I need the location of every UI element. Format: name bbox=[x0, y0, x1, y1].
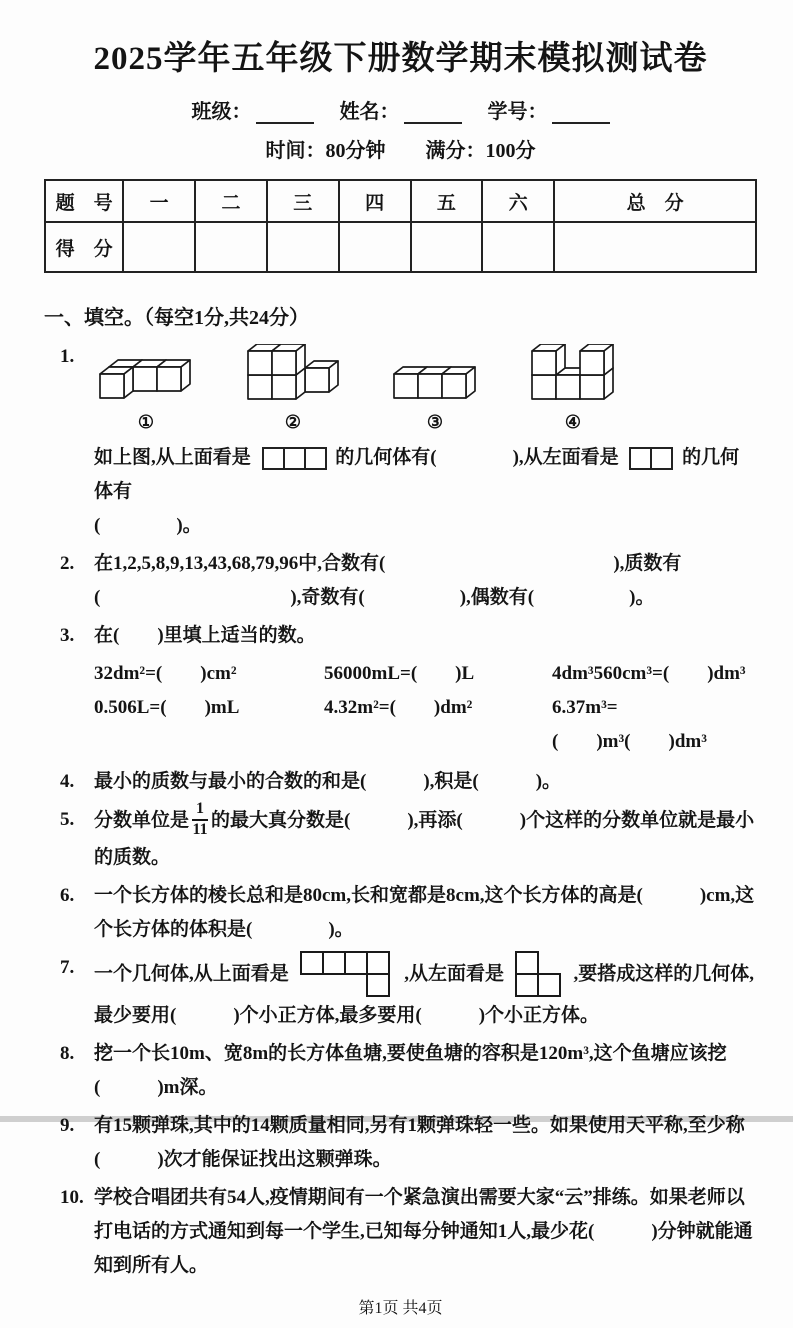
unit-conversion-row-2 bbox=[94, 691, 757, 759]
unit-conversion-row-1 bbox=[94, 657, 757, 691]
question-8-number: 8. bbox=[60, 1042, 75, 1064]
q8-text: 挖一个长10m、宽8m的长方体鱼塘,要使鱼塘的容积是120m³,这个鱼塘应该挖( )m深。 bbox=[94, 1042, 727, 1098]
cube-figure-3 bbox=[392, 366, 478, 439]
question-7-number: 7. bbox=[60, 956, 75, 978]
cube-figure-2-drawing bbox=[246, 344, 340, 401]
conversion-item: 32dm²=( )cm² bbox=[94, 663, 237, 684]
top-view-boxes bbox=[262, 447, 325, 470]
exam-meta-row bbox=[44, 134, 757, 163]
score-table-header-row bbox=[45, 180, 756, 222]
q3-intro: 在( )里填上适当的数。 bbox=[94, 625, 316, 646]
figure-label: ① bbox=[137, 412, 155, 432]
score-empty-cell bbox=[267, 222, 339, 272]
q6-text: 一个长方体的棱长总和是80cm,长和宽都是8cm,这个长方体的高是( )cm,这个长方体的体积是( )。 bbox=[94, 884, 755, 940]
fraction-numerator: 1 bbox=[192, 801, 208, 821]
q1-text: 的几何体有( ),从左面看是 bbox=[335, 447, 619, 468]
q7-text: ,从左面看是 bbox=[404, 962, 505, 984]
score-table bbox=[44, 179, 757, 273]
time-label: 时间：80分钟 bbox=[265, 140, 386, 162]
cube-figure-1 bbox=[98, 359, 194, 439]
score-table-cell: 总 分 bbox=[554, 180, 756, 222]
conversion-item: 4.32m²=( )dm² bbox=[324, 697, 473, 718]
q7-text: 一个几何体,从上面看是 bbox=[94, 962, 289, 984]
top-view-shape bbox=[300, 951, 394, 999]
figure-label: ④ bbox=[564, 412, 582, 432]
fraction-1-11 bbox=[192, 801, 208, 839]
question-7 bbox=[44, 951, 757, 1033]
q1-text: ( )。 bbox=[94, 515, 202, 536]
cube-figure-1-drawing bbox=[98, 359, 194, 401]
q9-text: 有15颗弹珠,其中的14颗质量相同,另有1颗弹珠轻一些。如果使用天平称,至少称( )次才能保证找出这颗弹珠。 bbox=[94, 1114, 745, 1170]
score-empty-cell bbox=[339, 222, 411, 272]
question-10-number: 10. bbox=[60, 1186, 84, 1208]
full-score-label: 满分：100分 bbox=[425, 140, 536, 162]
page-title: 2025学年五年级下册数学期末模拟测试卷 bbox=[93, 41, 708, 77]
q7-text: ,要搭成这样的几何体,最少要用( )个小正方体,最多要用( )个小正方体。 bbox=[94, 962, 755, 1026]
question-9 bbox=[44, 1109, 757, 1177]
section-one-heading: 一、填空。（每空1分,共24分） bbox=[44, 307, 309, 329]
conversion-item: 56000mL=( )L bbox=[324, 663, 475, 684]
conversion-item: 6.37m³=( )m³( )dm³ bbox=[552, 697, 707, 752]
score-label-cell: 得 分 bbox=[45, 222, 123, 272]
score-empty-cell bbox=[554, 222, 756, 272]
score-empty-cell bbox=[123, 222, 195, 272]
conversion-item: 0.506L=( )mL bbox=[94, 697, 240, 718]
question-4 bbox=[44, 765, 757, 799]
score-table-cell: 五 bbox=[411, 180, 483, 222]
score-empty-cell bbox=[411, 222, 483, 272]
class-blank bbox=[256, 104, 314, 124]
fraction-denominator: 11 bbox=[192, 820, 208, 838]
question-6-number: 6. bbox=[60, 884, 75, 906]
question-1-number: 1. bbox=[60, 346, 75, 367]
score-table-cell: 三 bbox=[267, 180, 339, 222]
student-id-label: 学号： bbox=[487, 101, 548, 123]
question-4-number: 4. bbox=[60, 771, 75, 792]
question-2-number: 2. bbox=[60, 553, 75, 574]
question-1 bbox=[44, 340, 757, 543]
cube-figure-4-drawing bbox=[530, 344, 616, 401]
left-view-shape bbox=[515, 951, 563, 999]
cube-figure-3-drawing bbox=[392, 366, 478, 401]
page-footer: 第1页 共4页 bbox=[358, 1299, 443, 1317]
score-table-cell: 四 bbox=[339, 180, 411, 222]
score-empty-cell bbox=[195, 222, 267, 272]
figure-label: ② bbox=[284, 412, 302, 432]
student-id-blank bbox=[552, 104, 610, 124]
score-table-score-row bbox=[45, 222, 756, 272]
score-table-cell: 二 bbox=[195, 180, 267, 222]
name-blank bbox=[404, 104, 462, 124]
q5-text: 分数单位是 bbox=[94, 810, 190, 832]
question-3-number: 3. bbox=[60, 625, 75, 646]
q1-text: 的几何体有 bbox=[94, 447, 740, 502]
score-table-cell: 一 bbox=[123, 180, 195, 222]
question-6 bbox=[44, 879, 757, 947]
cube-figures-row bbox=[98, 344, 757, 439]
score-table-cell: 题 号 bbox=[45, 180, 123, 222]
left-view-boxes bbox=[629, 447, 671, 470]
conversion-item: 4dm³560cm³=( )dm³ bbox=[552, 663, 746, 684]
q2-text: 在1,2,5,8,9,13,43,68,79,96中,合数有( ),质数有( ),奇数有( ),偶数有( )。 bbox=[94, 553, 682, 608]
q5-text: 的最大真分数是( ),再添( )个这样的分数单位就是最小的质数。 bbox=[94, 810, 755, 868]
figure-label: ③ bbox=[426, 412, 444, 432]
q10-text: 学校合唱团共有54人,疫情期间有一个紧急演出需要大家“云”排练。如果老师以打电话的方式通知到每一个学生,已知每分钟通知1人,最少花( )分钟就能通知到所有人。 bbox=[94, 1186, 753, 1276]
score-table-cell: 六 bbox=[482, 180, 554, 222]
question-5-number: 5. bbox=[60, 809, 75, 830]
question-5 bbox=[44, 800, 757, 875]
q4-text: 最小的质数与最小的合数的和是( ),积是( )。 bbox=[94, 771, 562, 792]
question-9-number: 9. bbox=[60, 1114, 75, 1136]
student-info-row bbox=[44, 95, 757, 124]
question-8 bbox=[44, 1037, 757, 1105]
question-3 bbox=[44, 619, 757, 653]
score-empty-cell bbox=[482, 222, 554, 272]
name-label: 姓名： bbox=[339, 101, 400, 123]
cube-figure-2 bbox=[246, 344, 340, 439]
question-10 bbox=[44, 1181, 757, 1283]
question-2 bbox=[44, 547, 757, 615]
cube-figure-4 bbox=[530, 344, 616, 439]
q1-text: 如上图,从上面看是 bbox=[94, 447, 251, 468]
class-label: 班级： bbox=[191, 101, 252, 123]
